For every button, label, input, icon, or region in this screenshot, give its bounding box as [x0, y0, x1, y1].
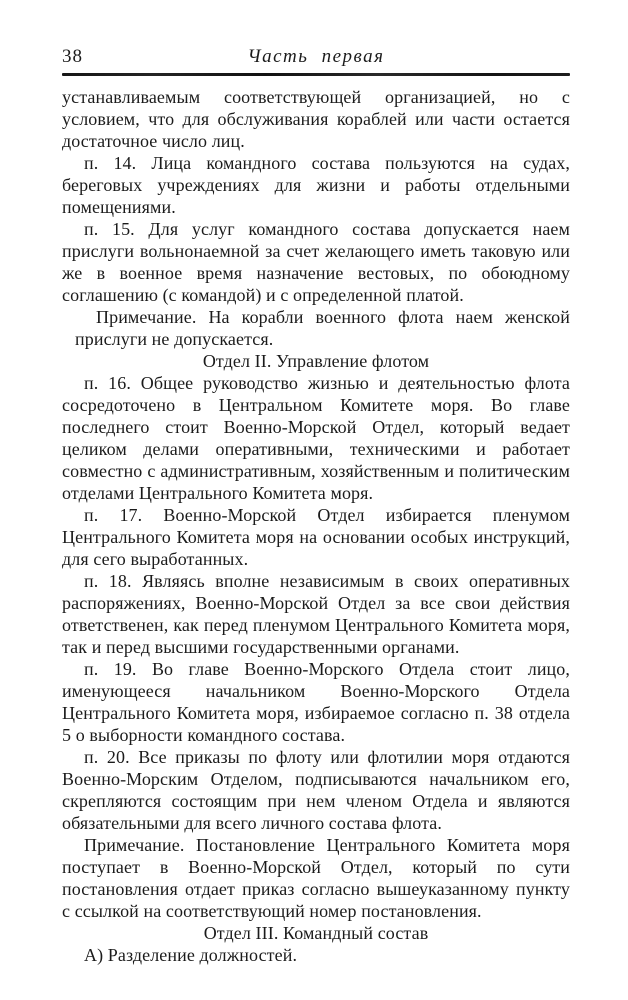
section-heading-otdel-3: Отдел III. Командный состав — [203, 923, 429, 943]
header-rule — [62, 73, 570, 76]
paragraph-continuation: устанавливаемым соответствующей организацией, но с условием, что для обслуживания кораблей или части остается достаточное число лиц. — [62, 87, 570, 151]
running-header — [62, 46, 570, 68]
paragraph-p14: п. 14. Лица командного состава пользуются на судах, береговых учреждениях для жизни и работы отдельными помещениями. — [62, 153, 570, 217]
page-body — [62, 86, 570, 966]
running-header-title: Часть первая — [247, 46, 385, 67]
paragraph-p18: п. 18. Являясь вполне независимым в своих оперативных распоряжениях, Военно-Морской Отдел за все свои действия ответственен, как перед пленумом Центрального Комитета моря, так и перед высшими государственными органами. — [62, 571, 570, 657]
paragraph-p19: п. 19. Во главе Военно-Морского Отдела стоит лицо, именующееся начальником Военно-Морского Отдела Центрального Комитета моря, избираемое согласно п. 38 отдела 5 о выборности командного состава. — [62, 659, 570, 745]
page-number: 38 — [62, 46, 83, 67]
paragraph-p16: п. 16. Общее руководство жизнью и деятельностью флота сосредоточено в Центральном Комитете моря. Во главе последнего стоит Военно-Морской Отдел, который ведает целиком делами оперативными, техническими и работает совместно с административным, хозяйственным и политическим отделами Центрального Комитета моря. — [62, 373, 570, 503]
note-paragraph-women-servants: Примечание. На корабли военного флота наем женской прислуги не допускается. — [75, 307, 570, 349]
paragraph-p15: п. 15. Для услуг командного состава допускается наем прислуги вольнонаемной за счет желающего иметь таковую или же в военное время назначение вестовых, по обоюдному соглашению (с командой) и с определенной платой. — [62, 219, 570, 305]
section-heading-otdel-2: Отдел II. Управление флотом — [202, 351, 430, 371]
paragraph-p17: п. 17. Военно-Морской Отдел избирается пленумом Центрального Комитета моря на основании особых инструкций, для сего выработанных. — [62, 505, 570, 569]
paragraph-division-of-duties: А) Разделение должностей. — [84, 945, 298, 965]
paragraph-p20: п. 20. Все приказы по флоту или флотилии моря отдаются Военно-Морским Отделом, подписываются начальником его, скрепляются состоящим при нем членом Отдела и являются обязательными для всего личного состава флота. — [62, 747, 570, 833]
note-paragraph-resolution: Примечание. Постановление Центрального Комитета моря поступает в Военно-Морской Отдел, который по сути постановления отдает приказ согласно вышеуказанному пункту с ссылкой на соответствующий номер постановления. — [62, 835, 570, 921]
